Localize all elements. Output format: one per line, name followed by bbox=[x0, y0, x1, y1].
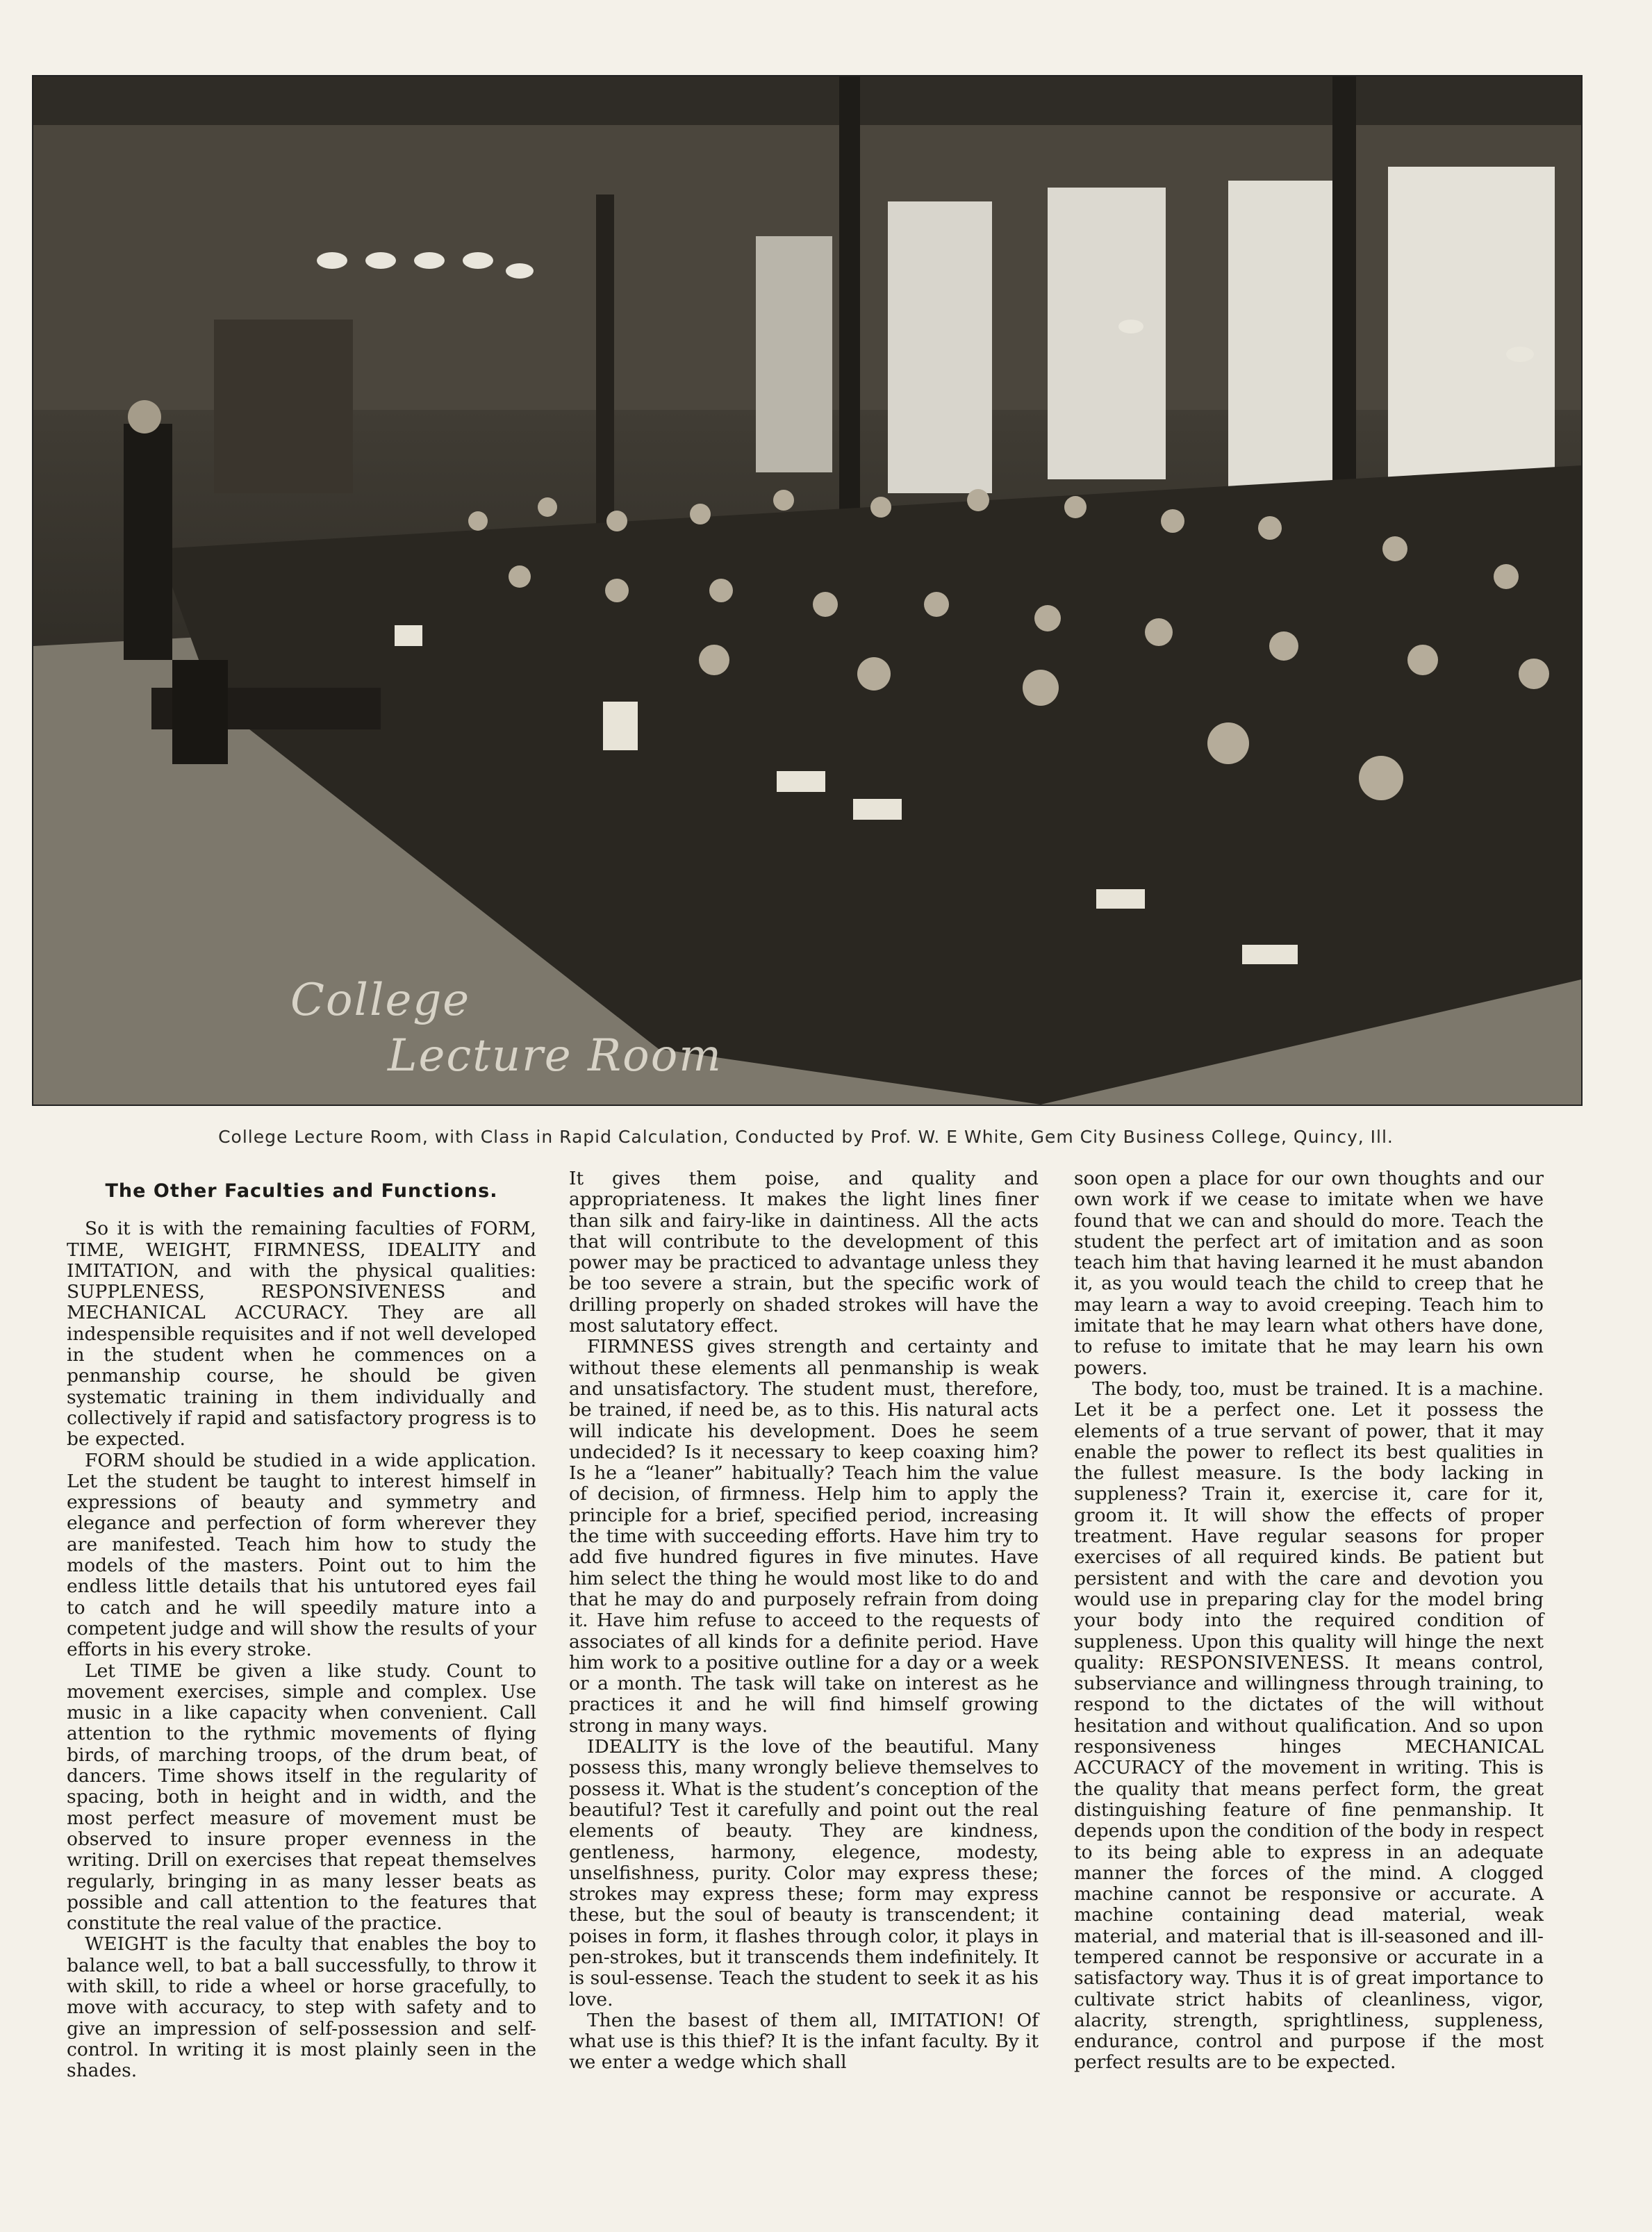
photo-illustration bbox=[33, 76, 1581, 1105]
paragraph-ideality: IDEALITY is the love of the beautiful. Many possess this, many wrongly believe themselves to possess it. What is the student’s conception of the beautiful? Test it carefully and point out the real elements of beauty. They are kindness, gentleness, harmony, elegence, modesty, unselfishness, purity. Color may express these; strokes may express these; form may express these, but the soul of beauty is transcendent; it poises in form, it flashes through color, it plays in pen-strokes, but it transcends them indefinitely. It is soul-essense. Teach the student to seek it as his love. bbox=[569, 1736, 1039, 2010]
paragraph-imitation: Then the basest of them all, IMITATION! Of what use is this thief? It is the infant faculty. By it we enter a wedge which shall bbox=[569, 2009, 1039, 2074]
paragraph-body-training: The body, too, must be trained. It is a machine. Let it be a perfect one. Let it possess the elements of a true servant of power, that it may enable the power to reflect its best qualities in the fullest measure. Is the body lacking in suppleness? Train it, exercise it, care for it, groom it. It will show the effects of proper treatment. Have regular seasons for proper exercises of all required kinds. Be patient but persistent and with the care and devotion you would use in preparing clay for the model bring your body into the required condition of suppleness. Upon this quality will hinge the next quality: RESPONSIVENESS. It means control, subserviance and willingness through training, to respond to the dictates of the will without hesitation and without qualification. And so upon responsiveness hinges MECHANICAL ACCURACY of the movement in writing. This is the quality that means perfect form, the great distinguishing feature of fine penmanship. It depends upon the condition of the body in respect to its being able to express in an adequate manner the forces of the mind. A clogged machine cannot be responsive or accurate. A machine containing dead material, weak material, and material that is ill-seasoned and ill-tempered cannot be responsive or accurate in a satisfactory way. Thus it is of great importance to cultivate strict habits of cleanliness, vigor, alacrity, strength, sprightliness, suppleness, endurance, control and purpose if the most perfect results are to be expected. bbox=[1074, 1378, 1544, 2074]
paragraph-form: FORM should be studied in a wide application. Let the student be taught to interest himself in expressions of beauty and symmetry and elegance and perfection of form wherever they are manifested. Teach him how to study the models of the masters. Point out to him the endless little details that his untutored eyes fail to catch and he will speedily mature into a competent judge and will show the results of your efforts in his every stroke. bbox=[67, 1449, 536, 1661]
paragraph-firmness: FIRMNESS gives strength and certainty and without these elements all penmanship is weak and unsatisfactory. The student must, therefore, be trained, if need be, as to this. His natural acts will indicate his development. Does he seem undecided? Is it necessary to keep coaxing him? Is he a “leaner” habitually? Teach him the value of decision, of firmness. Help him to apply the principle for a brief, specified period, increasing the time with succeeding efforts. Have him try to add five hundred figures in five minutes. Have him select the thing he would most like to do and that he may do and purposely refrain from doing it. Have him refuse to acceed to the requests of associates of all kinds for a definite period. Have him work to a positive outline for a day or a week or a month. The task will take on interest as he practices it and he will find himself growing strong in many ways. bbox=[569, 1336, 1039, 1737]
paragraph-imitation-continued: soon open a place for our own thoughts and our own work if we cease to imitate when we have found that we can and should do more. Teach the student the perfect art of imitation and as soon teach him that having learned it he must abandon it, as you would teach the child to creep that he may learn a way to avoid creeping. Teach him to imitate that he may learn what others have done, to refuse to imitate that he may learn his own powers. bbox=[1074, 1168, 1544, 1379]
paragraph-weight-continued: It gives them poise, and quality and appropriateness. It makes the light lines finer than silk and fairy-like in daintiness. All the acts that will contribute to the development of this power may be practiced to advantage unless they be too severe a strain, but the specific work of drilling properly on shaded strokes will have the most salutatory effect. bbox=[569, 1168, 1039, 1337]
section-heading: The Other Faculties and Functions. bbox=[105, 1180, 498, 1202]
inscription-line-1: College bbox=[290, 975, 471, 1026]
paragraph-weight: WEIGHT is the faculty that enables the boy to balance well, to bat a ball successfully, to throw it with skill, to ride a wheel or horse gracefully, to move with accuracy, to step with safety and to give an impression of self-possession and self-control. In writing it is most plainly seen in the shades. bbox=[67, 1933, 536, 2082]
photo-inscription bbox=[290, 973, 791, 1084]
text-column-1 bbox=[67, 1168, 536, 2081]
paragraph-time: Let TIME be given a like study. Count to movement exercises, simple and complex. Use music in a like capacity when convenient. Call attention to the rythmic movements of flying birds, of marching troops, of the drum beat, of dancers. Time shows itself in the regularity of spacing, both in height and in width, and the most perfect measure of movement must be observed to insure proper evenness in the writing. Drill on exercises that repeat themselves regularly, bringing in as many lesser beats as possible and call attention to the features that constitute the real value of the practice. bbox=[67, 1660, 536, 1935]
text-column-3 bbox=[1074, 1168, 1544, 2074]
inscription-line-2: Lecture Room bbox=[388, 1030, 722, 1082]
photo-caption: College Lecture Room, with Class in Rapid Calculation, Conducted by Prof. W. E White, Gem City Business College, Quincy, Ill. bbox=[218, 1127, 1394, 1147]
lecture-room-photograph bbox=[32, 75, 1583, 1106]
paragraph-intro: So it is with the remaining faculties of FORM, TIME, WEIGHT, FIRMNESS, IDEALITY and IMITATION, and with the physical qualities: SUPPLENESS, RESPONSIVENESS and MECHANICAL ACCURACY. They are all indespensible requisites and if not well developed in the student when he commences on a penmanship course, he should be given systematic training in them individually and collectively if rapid and satisfactory progress is to be expected. bbox=[67, 1218, 536, 1450]
text-column-2 bbox=[569, 1168, 1039, 2074]
